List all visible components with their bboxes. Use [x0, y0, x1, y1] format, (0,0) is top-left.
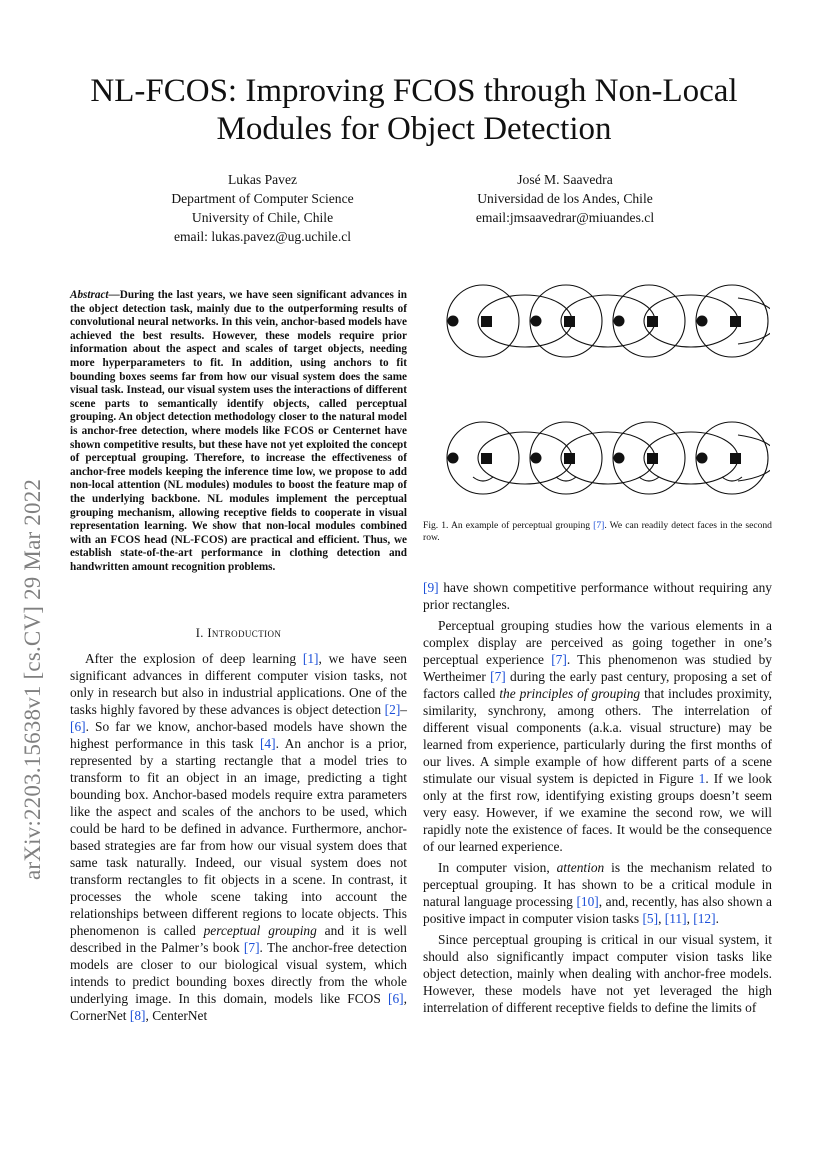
citation-link[interactable]: [10]: [576, 894, 599, 909]
citation-link[interactable]: [4]: [259, 736, 276, 751]
text-run: , and, recently, has also shown a positive impact in computer vision tasks: [423, 894, 773, 926]
text-run: . So far we know, anchor-based models have shown the highest performance in this task: [70, 719, 407, 751]
author-affiliation: Department of Computer Science: [171, 191, 354, 206]
author-email: email: lukas.pavez@ug.uchile.cl: [173, 229, 352, 244]
text-run: ,: [686, 911, 694, 926]
emphasis: perceptual grouping: [203, 923, 317, 938]
right-column: [423, 579, 772, 1020]
text-run: , we have seen significant advances in different computer vision tasks, not only in research but also in industrial applications. One of the tasks highly favored by these advances is object detection: [70, 651, 407, 717]
figure-1: [430, 283, 770, 508]
title-line-1: NL-FCOS: Improving FCOS through Non-Local: [90, 73, 738, 109]
citation-link[interactable]: [6]: [388, 991, 404, 1006]
abstract-label: Abstract: [70, 289, 109, 301]
text-run: and it is well described in the Palmer’s book: [70, 923, 407, 955]
author-affiliation: University of Chile, Chile: [191, 210, 334, 225]
arxiv-stamp-text: arXiv:2203.15638v1 [cs.CV] 29 Mar 2022: [20, 478, 45, 880]
citation-link[interactable]: [7]: [490, 669, 506, 684]
author-name: José M. Saavedra: [517, 172, 613, 187]
citation-link[interactable]: [6]: [70, 719, 86, 734]
author-name: Lukas Pavez: [227, 172, 298, 187]
text-run: is the mechanism related to perceptual grouping. It has shown to be a critical module in natural language processing: [423, 860, 772, 909]
text-run: during the early past century, proposing a set of factors called: [423, 669, 772, 701]
text-run: –: [400, 702, 407, 717]
text-run: . An anchor is a prior, represented by a starting rectangle that a model tries to transform to fit an object in an image, predicting a tight bounding box. Anchor-based models require extra parameters like the aspect and scales of the anchors to be used, which could be hard to be defined in advance. Furthermore, anchor-based strategies are far from how our visual system does that same task naturally. Indeed, our visual system does not transform rectangles to fit objects in a scene. In contrast, it processes the whole scene taking into account the relationships between different regions to locate objects. This phenomenon is called: [70, 736, 407, 938]
emphasis: the principles of grouping: [499, 686, 641, 701]
section-heading: [70, 626, 407, 641]
text-run: ,: [658, 911, 665, 926]
abstract-text: —During the last years, we have seen significant advances in the object detection task, mainly due to the outperforming results of convolutional neural networks. In this vein, anchor-based models have achieved the best results. However, these models require prior information about the aspect and scales of target objects, needing more hyperparameters to fit. In addition, using anchors to fit bounding boxes seems far from how our visual system does the same visual task. Instead, our visual system uses the interactions of different scene parts to semantically identify objects, called perceptual grouping. An object detection methodology closer to the natural model is anchor-free detection, where models like FCOS or Centernet have shown competitive results, but these have not yet exploited the concept of perceptual grouping. Therefore, to increase the effectiveness of anchor-free models keeping the inference time low, we propose to add non-local attention (NL modules) modules to boost the feature map of the underlying backbone. NL modules implement the perceptual grouping mechanism, allowing receptive fields to cooperate in visual representation learning. We show that non-local modules combined with an FCOS head (NL-FCOS) are practical and efficient. Thus, we establish state-of-the-art performance in clothing detection and handwritten amount recognition problems.: [70, 289, 407, 573]
text-run: , CenterNet: [145, 1008, 208, 1023]
text-run: Perceptual grouping studies how the various elements in a complex display are perceived as going together in one’s perceptual experience: [423, 618, 772, 667]
text-run: have shown competitive performance without requiring any prior rectangles.: [423, 580, 772, 612]
text-run: After the explosion of deep learning: [85, 651, 303, 666]
text-run: . If we look only at the first row, identifying existing groups doesn’t seem very easy. However, if we examine the second row, we will rapidly note the existence of faces. It would be the consequence of our learned experience.: [423, 771, 772, 854]
text-run: In computer vision,: [438, 860, 557, 875]
abstract: [70, 289, 407, 574]
author-block-1: [120, 170, 405, 246]
citation-link[interactable]: [2]: [384, 702, 401, 717]
intro-paragraph-2: [423, 617, 772, 855]
citation-link[interactable]: [12]: [693, 911, 716, 926]
text-run: . The anchor-free detection models are closer to our biological visual system, which intends to predict bounding boxes directly from the whole underlying image. In this domain, models like FCOS: [70, 940, 407, 1006]
citation-link[interactable]: [11]: [664, 911, 687, 926]
paper-title: [60, 72, 768, 148]
figure-caption: [423, 520, 772, 544]
author-block-2: [440, 170, 690, 227]
author-affiliation: Universidad de los Andes, Chile: [477, 191, 653, 206]
perceptual-grouping-figure: [430, 283, 770, 508]
text-run: that includes proximity, similarity, synchrony, among others. The interrelation of different visual components (a.k.a. visual structure) may be learned from experience, particularly during the first months of our lives. A simple example of how different parts of a scene stimulate our visual system is depicted in Figure: [423, 686, 772, 786]
figure-reference-link[interactable]: 1: [698, 771, 706, 786]
intro-paragraph-1: [70, 650, 407, 1024]
citation-link[interactable]: [1]: [302, 651, 319, 666]
text-run: . We can readily detect faces in the second row.: [423, 520, 772, 543]
citation-link[interactable]: [5]: [642, 911, 659, 926]
intro-paragraph-3: [423, 859, 772, 927]
author-email: email:jmsaavedrar@miuandes.cl: [475, 210, 655, 225]
emphasis: attention: [556, 860, 605, 875]
section-title: Introduction: [207, 626, 282, 640]
text-run: .: [715, 911, 719, 926]
text-run: , CornerNet: [70, 991, 407, 1023]
title-line-2: Modules for Object Detection: [216, 111, 612, 147]
section-number: I.: [195, 626, 204, 640]
intro-paragraph-1-continued: [423, 579, 772, 613]
citation-link[interactable]: [7]: [243, 940, 260, 955]
left-column: [70, 650, 407, 1028]
citation-link[interactable]: [9]: [423, 580, 439, 595]
intro-paragraph-4: [423, 931, 772, 1016]
text-run: . This phenomenon was studied by Wertheimer: [423, 652, 773, 684]
citation-link[interactable]: [7]: [551, 652, 567, 667]
citation-link[interactable]: [7]: [593, 520, 605, 531]
text-run: Fig. 1. An example of perceptual grouping: [423, 520, 594, 531]
text-run: Since perceptual grouping is critical in our visual system, it should also significantly impact computer vision tasks like object detection, mainly when dealing with anchor-free models. However, these models have not yet leveraged the high interrelation of different receptive fields to define the limits of: [423, 932, 772, 1015]
arxiv-side-stamp: [16, 360, 46, 880]
citation-link[interactable]: [8]: [129, 1008, 146, 1023]
